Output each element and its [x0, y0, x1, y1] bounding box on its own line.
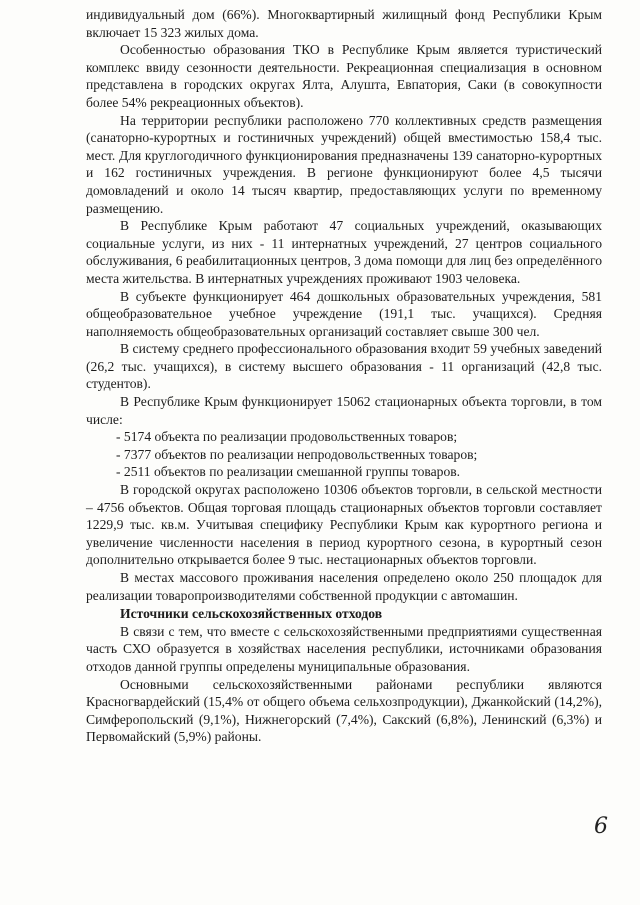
paragraph-trade-objects: В Республике Крым функционирует 15062 стационарных объекта торговли, в том числе: [86, 394, 602, 427]
list-item: - 2511 объектов по реализации смешанной группы товаров. [116, 464, 461, 480]
list-item: - 7377 объектов по реализации непродовольственных товаров; [116, 446, 478, 462]
trade-list [86, 428, 602, 481]
paragraph-schools: В субъекте функционирует 464 дошкольных образовательных учреждения, 581 общеобразовательное учебное учреждение (191,1 тыс. учащихся). Средняя наполняемость общеобразовательных организаций составляет свыше 300 чел. [86, 288, 602, 339]
paragraph-vocational-education: В систему среднего профессионального образования входит 59 учебных заведений (26,2 тыс. учащихся), в систему высшего образования - 11 организаций (42,8 тыс. студентов). [86, 341, 602, 392]
paragraph-markets: В местах массового проживания населения определено около 250 площадок для реализации товаропроизводителями собственной продукции с автомашин. [86, 570, 602, 603]
paragraph-housing-continued: индивидуальный дом (66%). Многоквартирный жилищный фонд Республики Крым включает 15 323 жилых дома. [86, 7, 602, 40]
paragraph-social-institutions: В Республике Крым работают 47 социальных учреждений, оказывающих социальные услуги, из них - 11 интернатных учреждений, 27 центров социального обслуживания, 6 реабилитационных центров, 3 дома помощи для лиц без определённого места жительства. В интернатных учреждениях проживают 1903 человека. [86, 218, 602, 286]
page-number: 6 [594, 814, 608, 839]
paragraph-trade-locations: В городской округах расположено 10306 объектов торговли, в сельской местности – 4756 объектов. Общая торговая площадь стационарных объектов торговли составляет 1229,9 тыс. кв.м. Учитывая специфику Республики Крым как курортного региона и увеличение численности населения в период курортного сезона, в курортный сезон дополнительно открывается более 9 тыс. нестационарных объектов торговли. [86, 482, 602, 568]
paragraph-tourism: Особенностью образования ТКО в Республике Крым является туристический комплекс ввиду сезонности деятельности. Рекреационная специализация в основном представлена в городских округах Ялта, Алушта, Евпатория, Саки (в совокупности более 54% рекреационных объектов). [86, 42, 602, 110]
section-heading: Источники сельскохозяйственных отходов [120, 606, 383, 622]
paragraph-agri-districts: Основными сельскохозяйственными районами республики являются Красногвардейский (15,4% от общего объема сельхозпродукции), Джанкойский (14,2%), Симферопольский (9,1%), Нижнегорский (7,4%), Сакский (6,8%), Ленинский (6,3%) и Первомайский (5,9%) районы. [86, 676, 602, 745]
paragraph-accommodation: На территории республики расположено 770 коллективных средств размещения (санаторно-курортных и гостиничных учреждений) общей вместимостью 158,4 тыс. мест. Для круглогодичного функционирования предназначены 139 санаторно-курортных и 162 гостиничных учреждения. В регионе функционируют более 4,5 тысячи домовладений и около 14 тысяч квартир, предоставляющих услуги по временному размещению. [86, 112, 602, 216]
paragraph-agri-sources: В связи с тем, что вместе с сельскохозяйственными предприятиями существенная часть СХО образуется в хозяйствах населения республики, источниками образования отходов данной группы определены муниципальные образования. [86, 623, 602, 674]
list-item: - 5174 объекта по реализации продовольственных товаров; [116, 429, 458, 445]
